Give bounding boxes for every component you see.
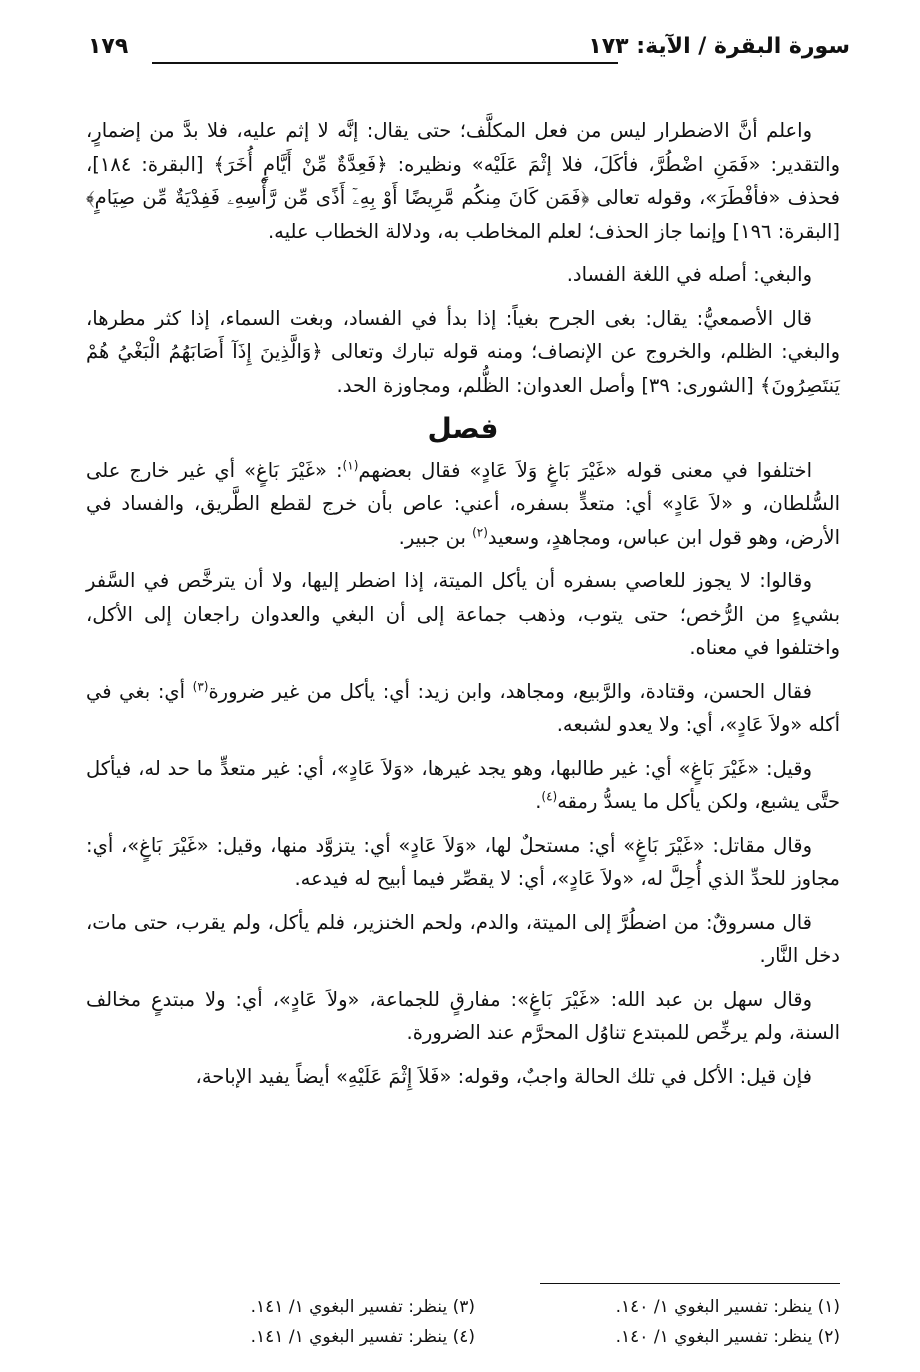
footnote: (٣) ينظر: تفسير البغوي ١/ ١٤١.	[250, 1297, 475, 1317]
running-title: سورة البقرة / الآية: ١٧٣	[588, 34, 850, 59]
paragraph: فقال الحسن، وقتادة، والرَّبيع، ومجاهد، وابن زيد: أي: يأكل من غير ضرورة$^{(٣)}$ أي: بغي في أكله «ولاَ عَادٍ»، أي: ولا يعدو لشبعه.	[86, 679, 840, 736]
footnote-ref: (١)	[342, 458, 359, 472]
page-number: ١٧٩	[88, 34, 129, 59]
footnote: (٢) ينظر: تفسير البغوي ١/ ١٤٠.	[615, 1327, 840, 1347]
footnote: (١) ينظر: تفسير البغوي ١/ ١٤٠.	[615, 1297, 840, 1317]
paragraph: فإن قيل: الأكل في تلك الحالة واجبٌ، وقوله: «فَلاَ إِثْمَ عَلَيْهِ» أيضاً يفيد الإباحة،	[195, 1064, 812, 1088]
paragraph: وقال سهل بن عبد الله: «غَيْرَ بَاغٍ»: مفارقٍ للجماعة، «ولاَ عَادٍ»، أي: ولا مبتدعٍ مخالف السنة، ولم يرخِّص للمبتدع تناوُل المحرَّم عند الضرورة.	[86, 987, 840, 1044]
section-title: فصل	[427, 412, 499, 445]
paragraph: اختلفوا في معنى قوله «غَيْرَ بَاغٍ وَلاَ عَادٍ» فقال بعضهم$^{(١)}$: «غَيْرَ بَاغٍ» أي غير خارج على السُّلطان، و «لاَ عَادٍ» أي: متعدٍّ بسفره، أعني: عاص بأن خرج لقطع الطَّريق، والفساد في الأرض، وهو قول ابن عباس، ومجاهدٍ، وسعيد$^{(٢)}$ بن جبير.	[86, 458, 840, 549]
footnote-ref: (٣)	[192, 679, 209, 693]
paragraph: وقالوا: لا يجوز للعاصي بسفره أن يأكل الميتة، إذا اضطر إليها، ولا أن يترخَّص في السَّفر بشيءٍ من الرُّخص؛ حتى يتوب، وذهب جماعة إلى أن البغي والعدوان راجعان إلى الأكل، واختلفوا في معناه.	[86, 569, 840, 659]
footnotes	[110, 1292, 840, 1352]
footnote: (٤) ينظر: تفسير البغوي ١/ ١٤١.	[250, 1327, 475, 1347]
footnote-row	[110, 1292, 840, 1322]
paragraph: قال مسروقٌ: من اضطُرَّ إلى الميتة، والدم، ولحم الخنزير، فلم يأكل، ولم يقرب، حتى مات، دخل النَّار.	[86, 910, 840, 967]
paragraph: واعلم أنَّ الاضطرار ليس من فعل المكلَّف؛ حتى يقال: إنَّه لا إثم عليه، فلا بدَّ من إضمارٍ، والتقدير: «فَمَنِ اضْطُرَّ، فأكَلَ، فلا إثْمَ عَلَيْه» ونظيره: ﴿فَعِدَّةٌ مِّنْ أَيَّامٍ أُخَرَ﴾ [البقرة: ١٨٤]، فحذف «فأفْطَرَ»، وقوله تعالى ﴿فَمَن كَانَ مِنكُم مَّرِيضًا أَوْ بِهِۦٓ أَذًى مِّن رَّأْسِهِۦ فَفِدْيَةٌ مِّن صِيَامٍ﴾ [البقرة: ١٩٦] وإنما جاز الحذف؛ لعلم المخاطب به، ودلالة الخطاب عليه.	[86, 119, 840, 243]
paragraph: وقال مقاتل: «غَيْرَ بَاغٍ» أي: مستحلٌ لها، «وَلاَ عَادٍ» أي: يتزوَّد منها، وقيل: «غَيْرَ بَاغٍ»، أي: مجاوز للحدِّ الذي أُحِلَّ له، «ولاَ عَادٍ»، أي: لا يقصِّر فيما أبيح له فيدعه.	[86, 833, 840, 890]
paragraph: وقيل: «غَيْرَ بَاغٍ» أي: غير طالبها، وهو يجد غيرها، «وَلاَ عَادٍ»، أي: غير متعدٍّ ما حد له، فيأكل حتَّى يشبع، ولكن يأكل ما يسدُّ رمقه$^{(٤)}$.	[86, 756, 840, 813]
footnote-ref: (٢)	[472, 525, 488, 539]
page-header	[88, 26, 850, 76]
footnote-rule	[540, 1283, 840, 1284]
paragraph: قال الأصمعيُّ: يقال: بغى الجرح بغياً: إذا بدأ في الفساد، وبغت السماء، إذا كثر مطرها، والبغي: الظلم، والخروج عن الإنصاف؛ ومنه قوله تبارك وتعالى ﴿وَالَّذِينَ إِذَآ أَصَابَهُمُ الْبَغْيُ هُمْ يَنتَصِرُونَ﴾ [الشورى: ٣٩] وأصل العدوان: الظُّلم، ومجاوزة الحد.	[86, 306, 840, 397]
footnote-row	[110, 1322, 840, 1352]
paragraph: والبغي: أصله في اللغة الفساد.	[566, 263, 812, 286]
main-text	[86, 114, 840, 1103]
header-rule	[152, 62, 618, 64]
footnote-ref: (٤)	[541, 789, 558, 804]
